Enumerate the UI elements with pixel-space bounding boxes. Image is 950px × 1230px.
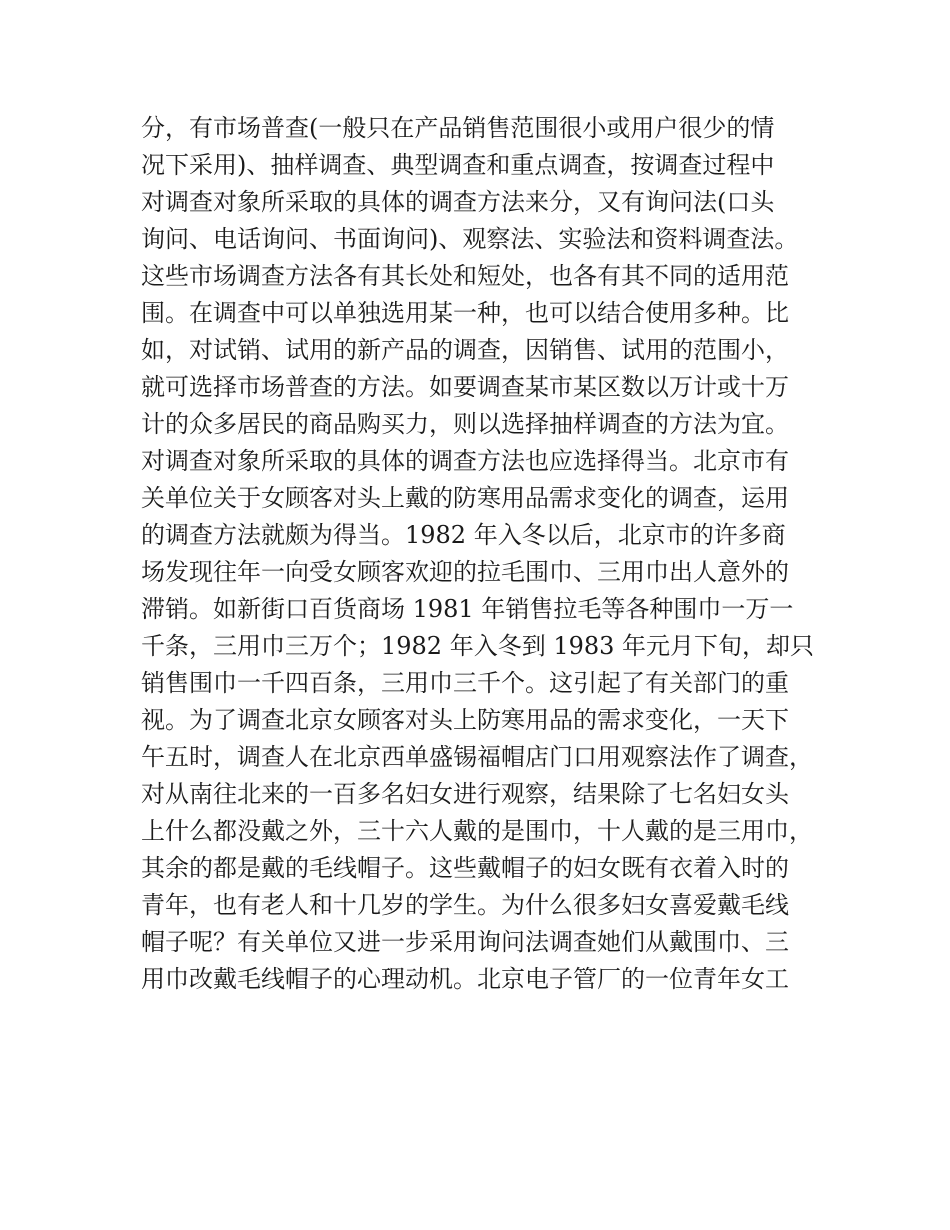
text-line: 场发现往年一向受女顾客欢迎的拉毛围巾、三用巾出人意外的 [141, 558, 789, 586]
text-line: 的调查方法就颇为得当。1982 年入冬以后，北京市的许多商 [141, 521, 786, 549]
text-line: 就可选择市场普查的方法。如要调查某市某区数以万计或十万 [141, 373, 789, 401]
text-line: 围。在调查中可以单独选用某一种，也可以结合使用多种。比 [141, 299, 789, 327]
text-line: 对调查对象所采取的具体的调查方法也应选择得当。北京市有 [141, 447, 789, 475]
text-line: 关单位关于女顾客对头上戴的防寒用品需求变化的调查，运用 [141, 484, 789, 512]
text-line: 这些市场调查方法各有其长处和短处，也各有其不同的适用范 [141, 262, 789, 290]
text-line: 视。为了调查北京女顾客对头上防寒用品的需求变化，一天下 [141, 706, 789, 734]
text-line: 况下采用)、抽样调查、典型调查和重点调查，按调查过程中 [141, 151, 775, 179]
text-line: 分，有市场普查(一般只在产品销售范围很小或用户很少的情 [141, 114, 775, 142]
text-line: 对从南往北来的一百多名妇女进行观察，结果除了七名妇女头 [141, 780, 789, 808]
text-line: 对调查对象所采取的具体的调查方法来分，又有询问法(口头 [141, 188, 775, 216]
text-line: 如，对试销、试用的新产品的调查，因销售、试用的范围小， [141, 336, 789, 364]
text-line: 用巾改戴毛线帽子的心理动机。北京电子管厂的一位青年女工 [141, 965, 789, 993]
text-line: 帽子呢？有关单位又进一步采用询问法调查她们从戴围巾、三 [141, 928, 789, 956]
text-line: 千条，三用巾三万个；1982 年入冬到 1983 年元月下旬，却只 [141, 632, 815, 660]
body-text [141, 110, 841, 998]
text-line: 计的众多居民的商品购买力，则以选择抽样调查的方法为宜。 [141, 410, 789, 438]
text-line: 询问、电话询问、书面询问)、观察法、实验法和资料调查法。 [141, 225, 799, 253]
text-line: 午五时，调查人在北京西单盛锡福帽店门口用观察法作了调查， [141, 743, 813, 771]
text-line: 上什么都没戴之外，三十六人戴的是围巾，十人戴的是三用巾， [141, 817, 813, 845]
text-line: 销售围巾一千四百条，三用巾三千个。这引起了有关部门的重 [141, 669, 789, 697]
text-line: 滞销。如新街口百货商场 1981 年销售拉毛等各种围巾一万一 [141, 595, 794, 623]
text-line: 青年，也有老人和十几岁的学生。为什么很多妇女喜爱戴毛线 [141, 891, 789, 919]
text-line: 其余的都是戴的毛线帽子。这些戴帽子的妇女既有衣着入时的 [141, 854, 789, 882]
